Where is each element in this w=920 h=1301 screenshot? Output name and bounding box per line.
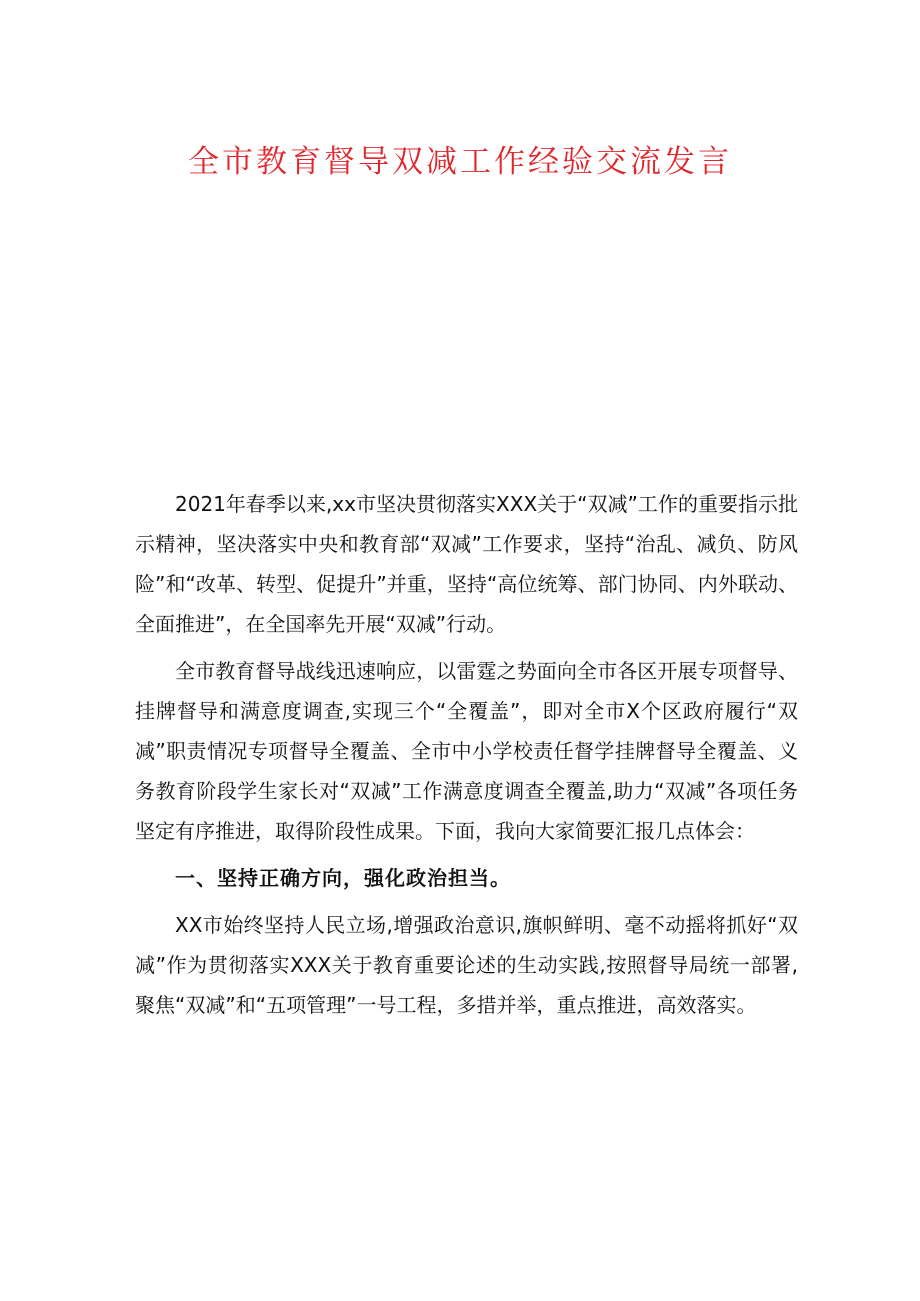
paragraph-3: XX市始终坚持人民立场,增强政治意识,旗帜鲜明、毫不动摇将抓好“双减”作为贯彻落实XXX关于教育重要论述的生动实践,按照督导局统一部署,聚焦“双减”和“五项管理”一号工程，多措并举，重点推进，高效落实。: [135, 913, 798, 1017]
document-body: [135, 484, 798, 1032]
section-heading-1: 一、坚持正确方向，强化政治担当。: [175, 866, 511, 890]
paragraph-1: 2021年春季以来,xx市坚决贯彻落实XXX关于“双减”工作的重要指示批示精神，坚决落实中央和教育部“双减”工作要求，坚持“治乱、减负、防风险”和“改革、转型、促提升”并重，坚持“高位统筹、部门协同、内外联动、全面推进”，在全国率先开展“双减”行动。: [135, 492, 798, 636]
document-title: 全市教育督导双减工作经验交流发言: [188, 144, 732, 180]
paragraph-2: 全市教育督导战线迅速响应，以雷霆之势面向全市各区开展专项督导、挂牌督导和满意度调查,实现三个“全覆盖”，即对全市X个区政府履行“双减”职责情况专项督导全覆盖、全市中小学校责任督学挂牌督导全覆盖、义务教育阶段学生家长对“双减”工作满意度调查全覆盖,助力“双减”各项任务坚定有序推进，取得阶段性成果。下面，我向大家简要汇报几点体会：: [135, 659, 798, 843]
